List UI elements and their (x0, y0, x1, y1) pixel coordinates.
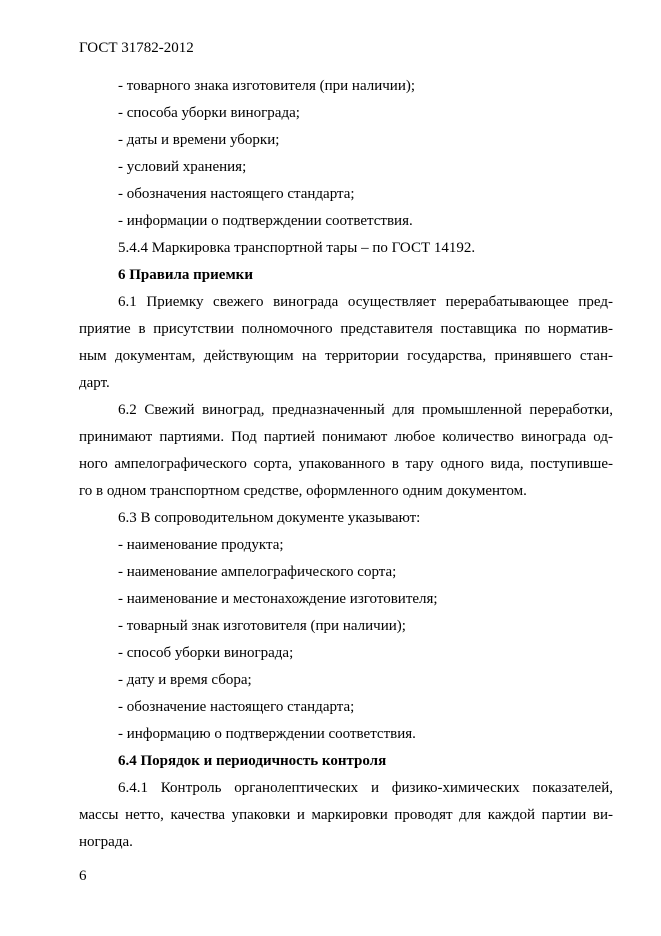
list-item: - обозначения настоящего стандарта; (118, 186, 355, 202)
list-item: - даты и времени уборки; (118, 132, 280, 148)
document-header: ГОСТ 31782-2012 (79, 40, 194, 56)
paragraph-line: нограда. (79, 834, 133, 850)
list-item: - наименование продукта; (118, 537, 284, 553)
paragraph-line: 6.2 Свежий виноград, предназначенный для промышленной переработки, (118, 402, 613, 418)
paragraph-line: дарт. (79, 375, 110, 391)
list-item: - наименование ампелографического сорта; (118, 564, 397, 580)
paragraph-line: 6.1 Приемку свежего винограда осуществляет перерабатывающее пред- (118, 294, 613, 310)
paragraph-line: принимают партиями. Под партией понимают любое количество винограда од- (79, 429, 613, 445)
list-item: - информации о подтверждении соответствия. (118, 213, 413, 229)
paragraph-line: массы нетто, качества упаковки и маркировки проводят для каждой партии ви- (79, 807, 613, 823)
list-item: - обозначение настоящего стандарта; (118, 699, 355, 715)
list-item: - условий хранения; (118, 159, 247, 175)
paragraph-line: приятие в присутствии полномочного представителя поставщика по норматив- (79, 321, 613, 337)
list-item: - товарный знак изготовителя (при наличии); (118, 618, 406, 634)
section-heading: 6 Правила приемки (118, 267, 253, 283)
clause-5-4-4: 5.4.4 Маркировка транспортной тары – по ГОСТ 14192. (118, 240, 476, 256)
list-item: - товарного знака изготовителя (при наличии); (118, 78, 416, 94)
list-item: - дату и время сбора; (118, 672, 252, 688)
list-item: - способа уборки винограда; (118, 105, 300, 121)
paragraph-line: го в одном транспортном средстве, оформленного одним документом. (79, 483, 527, 499)
subsection-heading: 6.4 Порядок и периодичность контроля (118, 753, 387, 769)
paragraph-line: ного ампелографического сорта, упакованного в тару одного вида, поступивше- (79, 456, 613, 472)
list-item: - способ уборки винограда; (118, 645, 294, 661)
paragraph-line: ным документам, действующим на территории государства, принявшего стан- (79, 348, 613, 364)
list-item: - наименование и местонахождение изготовителя; (118, 591, 438, 607)
page-number: 6 (79, 868, 87, 884)
list-item: - информацию о подтверждении соответствия. (118, 726, 416, 742)
paragraph-line: 6.4.1 Контроль органолептических и физико-химических показателей, (118, 780, 613, 796)
clause-6-3-intro: 6.3 В сопроводительном документе указывают: (118, 510, 421, 526)
